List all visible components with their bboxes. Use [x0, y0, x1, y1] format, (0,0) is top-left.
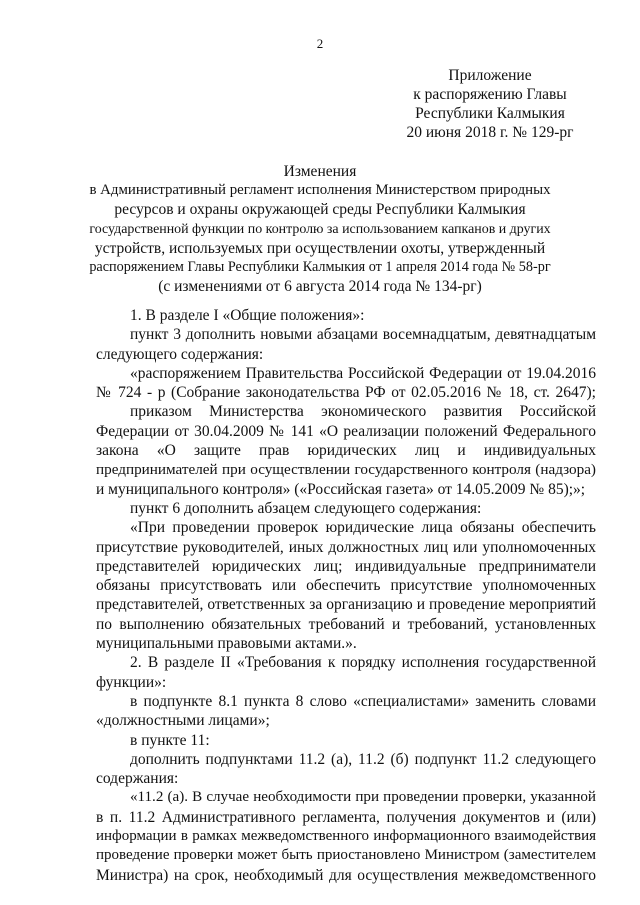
body-text-line: пункт 6 дополнить абзацем следующего содержания:: [130, 499, 482, 517]
title-line: (с изменениями от 6 августа 2014 года № 134-рг): [158, 278, 482, 296]
body-text-line: представителей, ответственных за организацию и проведение мероприятий: [96, 596, 596, 614]
body-text-line: присутствие руководителей, иных должностных лиц или уполномоченных: [96, 538, 596, 556]
body-text-line: содержания:: [96, 770, 179, 788]
body-text-line: пункт 3 дополнить новыми абзацами восемнадцатым, девятнадцатым: [130, 326, 596, 344]
body-text-line: в п. 11.2 Административного регламента, получения документов и (или): [96, 808, 596, 826]
body-text-line: № 724 - р (Собрание законодательства РФ от 02.05.2016 № 18, ст. 2647);: [96, 384, 596, 402]
body-text-line: проведение проверки может быть приостановлено Министром (заместителем: [96, 847, 596, 864]
title-line: устройств, используемых при осуществлении охоты, утвержденный: [94, 239, 546, 257]
body-text-line: в пункте 11:: [130, 731, 210, 749]
body-text-line: 2. В разделе II «Требования к порядку исполнения государственной: [130, 654, 596, 672]
title-line: Изменения: [283, 163, 357, 180]
body-text-line: и муниципального контроля» («Российская газета» от 14.05.2009 № 85);»;: [96, 480, 586, 498]
body-text-line: по выполнению обязательных требований и требований, установленных: [96, 615, 596, 633]
body-text-line: муниципальными правовыми актами.».: [96, 635, 357, 653]
body-text-line: функции»:: [96, 673, 167, 691]
body-text-line: «При проведении проверок юридические лица обязаны обеспечить: [130, 519, 596, 537]
appendix-date-line: 20 июня 2018 г. № 129-рг: [406, 124, 574, 141]
page-number: 2: [316, 36, 324, 51]
body-text-line: обязаны присутствовать или обеспечить присутствие уполномоченных: [96, 577, 596, 595]
appendix-line: Приложение: [448, 67, 532, 84]
body-text-line: информации в рамках межведомственного информационного взаимодействия: [96, 828, 596, 845]
body-text-line: дополнить подпунктами 11.2 (а), 11.2 (б) подпункт 11.2 следующего: [130, 750, 596, 768]
title-line: распоряжением Главы Республики Калмыкия от 1 апреля 2014 года № 58-рг: [89, 259, 551, 276]
document-title: [88, 162, 552, 296]
body-text-line: «должностными лицами»;: [96, 712, 270, 730]
title-line: ресурсов и охраны окружающей среды Республики Калмыкия: [114, 201, 526, 219]
appendix-line: Республики Калмыкия: [415, 105, 565, 122]
body-text-line: представителей юридических лиц; индивидуальные предприниматели: [96, 557, 596, 575]
body-text-line: 1. В разделе I «Общие положения»:: [130, 307, 365, 324]
appendix-line: к распоряжению Главы: [413, 86, 567, 103]
appendix-header: [380, 66, 600, 142]
body-text-line: Федерации от 30.04.2009 № 141 «О реализации положений Федерального: [96, 422, 596, 440]
body-text-line: следующего содержания:: [96, 345, 264, 363]
body-text-line: «распоряжением Правительства Российской Федерации от 19.04.2016: [130, 364, 596, 382]
body-text-line: в подпункте 8.1 пункта 8 слово «специалистами» заменить словами: [130, 692, 596, 710]
body-text-line: предпринимателей при осуществлении государственного контроля (надзора): [96, 461, 596, 479]
body-text-line: Министра) на срок, необходимый для осуществления межведомственного: [96, 866, 596, 884]
body-text-line: закона «О защите прав юридических лиц и индивидуальных: [96, 442, 596, 460]
title-line: в Административный регламент исполнения Министерством природных: [89, 182, 551, 199]
body-text-line: приказом Министерства экономического развития Российской: [130, 403, 596, 421]
title-line: государственной функции по контролю за использованием капканов и других: [89, 221, 551, 237]
body-text-line: «11.2 (а). В случае необходимости при проведении проверки, указанной: [130, 789, 596, 806]
document-body: [96, 306, 596, 885]
